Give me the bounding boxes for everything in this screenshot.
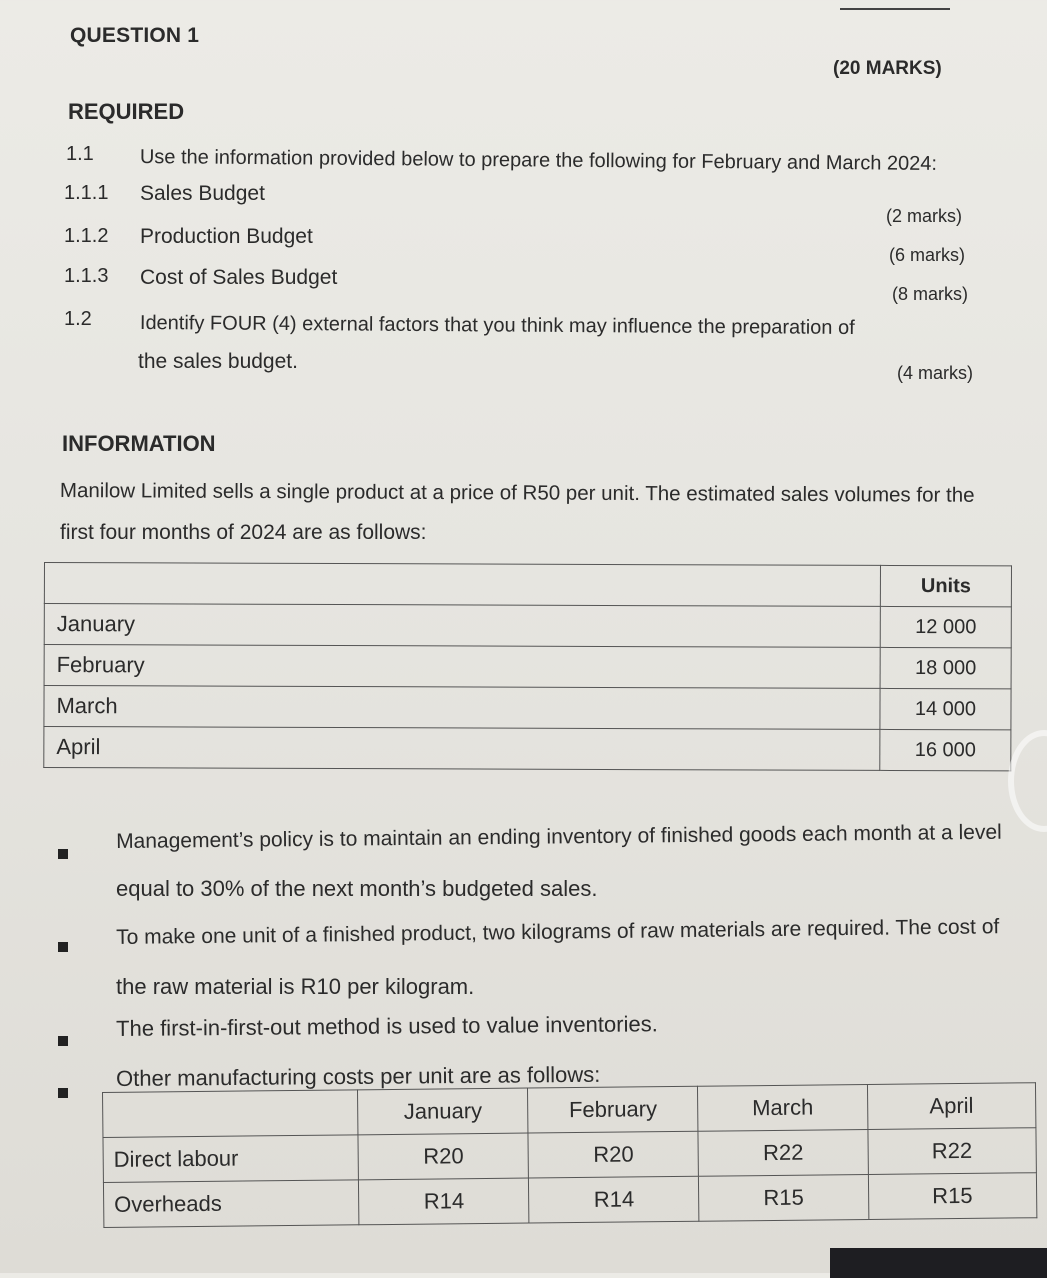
- information-heading: INFORMATION: [62, 431, 216, 456]
- screen-bezel: [830, 1248, 1047, 1278]
- bullet-icon: [58, 942, 68, 952]
- bullet-icon: [58, 1088, 68, 1098]
- units-cell: 16 000: [880, 729, 1011, 770]
- task-marks: (2 marks): [886, 206, 962, 226]
- column-header: April: [867, 1083, 1036, 1130]
- month-cell: February: [44, 645, 880, 689]
- units-cell: 14 000: [880, 688, 1011, 729]
- task-marks: (8 marks): [892, 284, 968, 304]
- units-cell: 18 000: [880, 647, 1011, 688]
- question-marks: (20 MARKS): [833, 58, 942, 79]
- month-cell: January: [44, 604, 880, 648]
- intro-text-line1: Manilow Limited sells a single product at a price of R50 per unit. The estimated sales volumes for the: [59, 479, 975, 507]
- row-label: Direct labour: [103, 1135, 359, 1183]
- task-marks: (6 marks): [889, 245, 965, 265]
- cropped-header-marks: [840, 0, 950, 10]
- task-text: Sales Budget: [140, 182, 265, 205]
- column-header: January: [358, 1088, 528, 1135]
- units-header: Units: [880, 565, 1011, 606]
- table-row: [44, 686, 1011, 730]
- intro-text-line2: first four months of 2024 are as follows:: [60, 521, 427, 544]
- units-cell: 12 000: [880, 606, 1011, 647]
- bullet-text: Other manufacturing costs per unit are as follows:: [116, 1061, 601, 1091]
- month-cell: March: [44, 686, 880, 730]
- task-number: 1.1.3: [64, 265, 109, 287]
- task-text: Production Budget: [140, 225, 313, 248]
- bullet-text: To make one unit of a finished product, two kilograms of raw materials are required. The cost of: [116, 915, 1000, 949]
- table-header-row: [44, 563, 1011, 607]
- required-heading: REQUIRED: [68, 99, 185, 124]
- task-number: 1.2: [64, 308, 92, 330]
- row-label: Overheads: [103, 1180, 359, 1228]
- task-number: 1.1: [66, 143, 94, 165]
- task-marks: (4 marks): [897, 363, 973, 383]
- task-number: 1.1.1: [64, 182, 109, 204]
- month-cell: April: [44, 727, 880, 771]
- table-cell: R22: [698, 1129, 868, 1176]
- table-cell: R22: [867, 1128, 1036, 1175]
- column-header: March: [698, 1084, 868, 1131]
- bullet-text: equal to 30% of the next month’s budgeted sales.: [116, 876, 598, 901]
- bullet-text: Management’s policy is to maintain an ending inventory of finished goods each month at a level: [116, 820, 1002, 853]
- table-cell: [103, 1090, 359, 1138]
- bullet-text: The first-in-first-out method is used to value inventories.: [116, 1011, 658, 1041]
- table-row: [103, 1173, 1036, 1228]
- table-row: [44, 645, 1011, 689]
- table-cell: R20: [528, 1131, 699, 1178]
- task-text: Identify FOUR (4) external factors that you think may influence the preparation of: [139, 312, 855, 339]
- table-cell: R14: [529, 1176, 700, 1223]
- task-text-continued: the sales budget.: [138, 350, 298, 373]
- bullet-icon: [58, 849, 68, 859]
- bullet-icon: [58, 1036, 68, 1046]
- task-text: Use the information provided below to prepare the following for February and March 2024:: [139, 146, 938, 175]
- manufacturing-cost-table: [102, 1082, 1037, 1228]
- table-cell: [44, 563, 880, 607]
- task-text: Cost of Sales Budget: [140, 266, 338, 289]
- task-number: 1.1.2: [64, 225, 109, 247]
- table-cell: R14: [359, 1178, 529, 1225]
- table-cell: R20: [358, 1133, 528, 1180]
- column-header: February: [528, 1086, 699, 1133]
- sales-volume-table: [43, 562, 1012, 771]
- table-cell: R15: [868, 1173, 1037, 1220]
- screen-glare: [1008, 730, 1047, 832]
- table-row: [44, 727, 1011, 771]
- question-title: QUESTION 1: [70, 24, 200, 47]
- table-cell: R15: [699, 1174, 869, 1221]
- bullet-text: the raw material is R10 per kilogram.: [116, 974, 475, 999]
- table-row: [44, 604, 1011, 648]
